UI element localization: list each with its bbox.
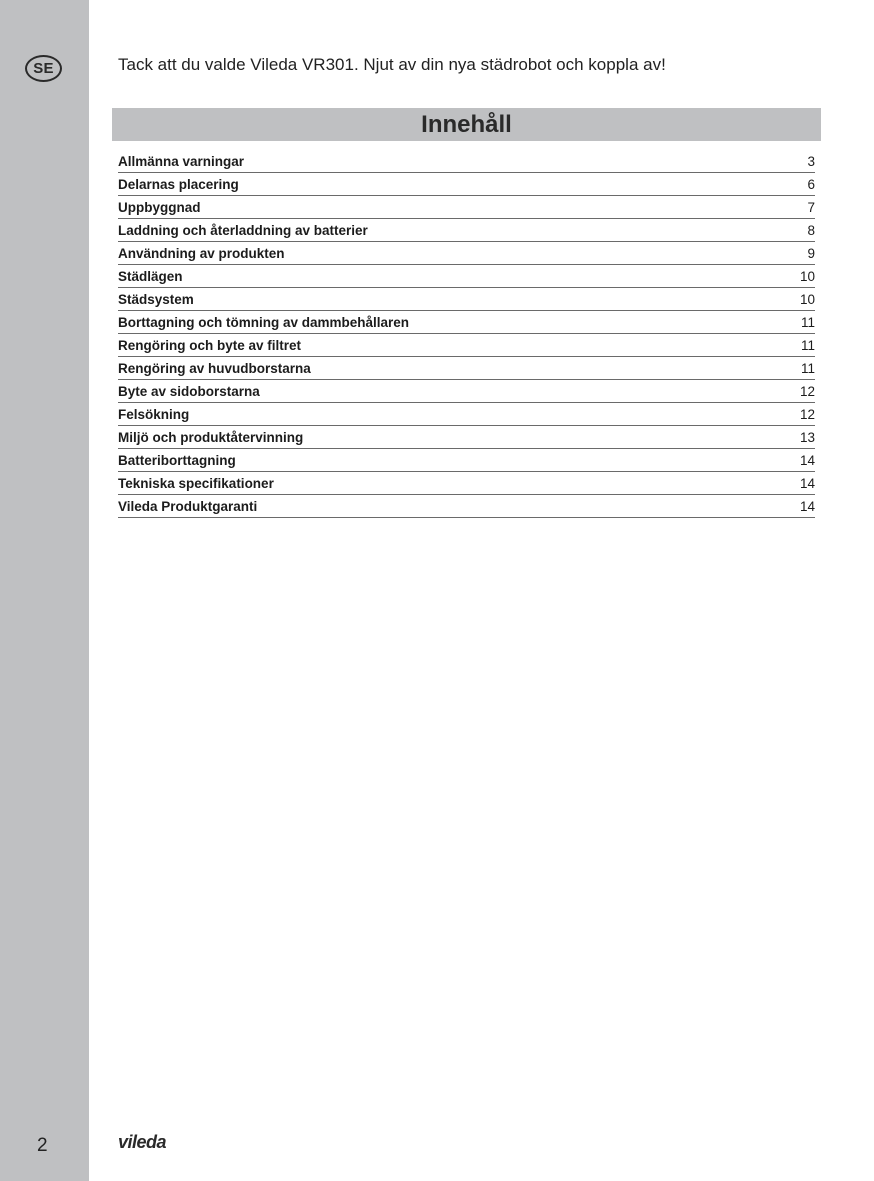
- toc-entry-title: Vileda Produktgaranti: [118, 499, 258, 514]
- toc-entry-page: 14: [799, 499, 815, 514]
- vileda-logo: vileda: [118, 1132, 167, 1152]
- toc-entry-title: Miljö och produktåtervinning: [118, 430, 304, 445]
- toc-entry[interactable]: [118, 311, 815, 334]
- toc-entry-title: Laddning och återladdning av batterier: [118, 223, 368, 238]
- toc-entry-page: 12: [799, 384, 815, 399]
- toc-entry[interactable]: [118, 242, 815, 265]
- toc-entry-page: 11: [800, 361, 815, 376]
- toc-entry-title: Delarnas placering: [118, 177, 239, 192]
- toc-entry-page: 9: [807, 246, 815, 261]
- toc-entry-page: 6: [807, 177, 815, 192]
- page-number: 2: [37, 1135, 48, 1156]
- toc-entry[interactable]: [118, 357, 815, 380]
- toc-entry-page: 8: [807, 223, 815, 238]
- toc-entry-title: Rengöring och byte av filtret: [118, 338, 302, 353]
- toc-entry-page: 12: [799, 407, 815, 422]
- toc-entry[interactable]: [118, 265, 815, 288]
- toc-entry-title: Städlägen: [118, 269, 183, 284]
- toc-entry-title: Allmänna varningar: [118, 154, 245, 169]
- toc-entry[interactable]: [118, 449, 815, 472]
- toc-entry-page: 13: [799, 430, 815, 445]
- toc-entry[interactable]: [118, 196, 815, 219]
- toc-entry-title: Uppbyggnad: [118, 200, 201, 215]
- toc-entry-title: Användning av produkten: [118, 246, 285, 261]
- toc-entry[interactable]: [118, 288, 815, 311]
- toc-entry-page: 7: [807, 200, 815, 215]
- sidebar: [0, 0, 89, 1181]
- toc-entry[interactable]: [118, 150, 815, 173]
- toc-entry-page: 11: [800, 315, 815, 330]
- toc-entry-title: Borttagning och tömning av dammbehållaren: [118, 315, 410, 330]
- toc-entry-page: 10: [799, 269, 815, 284]
- intro-text: Tack att du valde Vileda VR301. Njut av din nya städrobot och koppla av!: [118, 55, 666, 74]
- toc-heading: Innehåll: [421, 110, 512, 138]
- toc-entry[interactable]: [118, 403, 815, 426]
- toc-entry[interactable]: [118, 495, 815, 518]
- toc-entry-title: Rengöring av huvudborstarna: [118, 361, 311, 376]
- toc-entry-title: Byte av sidoborstarna: [118, 384, 260, 399]
- toc-entry-page: 11: [800, 338, 815, 353]
- toc-entry-page: 10: [799, 292, 815, 307]
- toc-entry-page: 3: [807, 154, 815, 169]
- toc-entry[interactable]: [118, 173, 815, 196]
- toc-entry-page: 14: [799, 453, 815, 468]
- toc-heading-bar: [112, 108, 821, 141]
- toc-entry[interactable]: [118, 380, 815, 403]
- toc-entry-title: Städsystem: [118, 292, 194, 307]
- toc-entry-page: 14: [799, 476, 815, 491]
- toc-entry-title: Tekniska specifikationer: [118, 476, 274, 491]
- table-of-contents: [118, 150, 815, 518]
- language-badge: SE: [25, 55, 62, 82]
- toc-entry[interactable]: [118, 334, 815, 357]
- toc-entry-title: Felsökning: [118, 407, 190, 422]
- toc-entry[interactable]: [118, 426, 815, 449]
- toc-entry[interactable]: [118, 472, 815, 495]
- toc-entry[interactable]: [118, 219, 815, 242]
- toc-entry-title: Batteriborttagning: [118, 453, 236, 468]
